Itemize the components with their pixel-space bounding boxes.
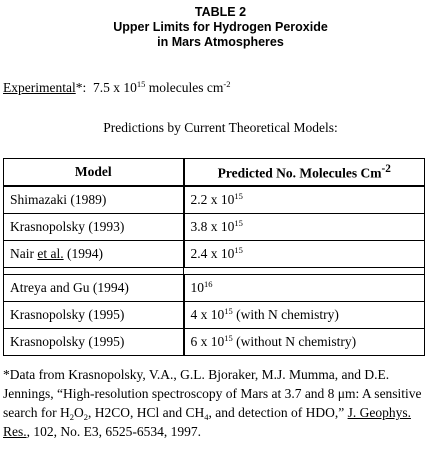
footnote-subscript: 2 xyxy=(69,412,74,422)
table-row xyxy=(4,302,425,329)
footnote-text: , H2CO, HCl and CH xyxy=(87,405,205,420)
experimental-units-exponent: -2 xyxy=(223,79,231,89)
value-cell xyxy=(184,214,425,241)
value-exponent: 16 xyxy=(204,279,213,289)
model-cell: Krasnopolsky (1995) xyxy=(4,329,184,356)
value-cell xyxy=(184,241,425,268)
experimental-value-line xyxy=(3,80,230,96)
value-mantissa: 10 xyxy=(190,280,204,295)
title-line-1: TABLE 2 xyxy=(194,5,247,19)
value-cell xyxy=(184,329,425,356)
footnote-text: , and detection of HDO,” xyxy=(208,405,348,420)
footnote-text: *Data from Krasnopolsky, V.A., G.L. Bjoraker, M.J. Mumma, and D.E. Jennings, “High-resolution spectroscopy of Mars at 3.7 and 8 μm: A sensitive search for H xyxy=(3,367,422,420)
title-line-2: Upper Limits for Hydrogen Peroxide xyxy=(113,20,328,34)
table-spacer-row xyxy=(4,268,425,275)
model-year: (1994) xyxy=(63,246,103,261)
footnote-text: , 102, No. E3, 6525-6534, 1997. xyxy=(26,424,201,439)
experimental-value: 7.5 x 10 xyxy=(93,80,137,95)
value-exponent: 15 xyxy=(224,306,233,316)
table-row xyxy=(4,214,425,241)
value-note: (without N chemistry) xyxy=(232,334,357,349)
header-predicted xyxy=(184,159,425,187)
predictions-table xyxy=(3,158,425,356)
footnote-text: O xyxy=(73,405,84,420)
model-cell: Shimazaki (1989) xyxy=(4,186,184,214)
value-mantissa: 2.4 x 10 xyxy=(190,246,235,261)
model-name: Nair xyxy=(10,246,38,261)
table-row xyxy=(4,186,425,214)
header-predicted-label: Predicted No. Molecules Cm xyxy=(217,165,382,181)
value-mantissa: 6 x 10 xyxy=(190,334,225,349)
model-cell: Atreya and Gu (1994) xyxy=(4,275,184,302)
value-cell xyxy=(184,186,425,214)
experimental-marker: *: xyxy=(75,80,87,95)
value-cell xyxy=(184,302,425,329)
table-row xyxy=(4,275,425,302)
value-mantissa: 2.2 x 10 xyxy=(190,192,235,207)
table-row xyxy=(4,241,425,268)
footnote-subscript: 2 xyxy=(83,412,88,422)
model-cell: Krasnopolsky (1993) xyxy=(4,214,184,241)
value-mantissa: 3.8 x 10 xyxy=(190,219,235,234)
table-row xyxy=(4,329,425,356)
experimental-units: molecules cm xyxy=(148,80,224,95)
value-exponent: 15 xyxy=(234,218,243,228)
et-al-text: et al. xyxy=(37,246,64,261)
footnote xyxy=(3,365,439,441)
value-note: (with N chemistry) xyxy=(232,307,339,322)
value-exponent: 15 xyxy=(224,333,233,343)
header-predicted-exponent: -2 xyxy=(381,162,391,175)
title-line-3: in Mars Atmospheres xyxy=(157,35,284,49)
header-model: Model xyxy=(4,159,184,187)
experimental-exponent: 15 xyxy=(136,79,146,89)
value-exponent: 15 xyxy=(234,245,243,255)
model-cell: Krasnopolsky (1995) xyxy=(4,302,184,329)
value-mantissa: 4 x 10 xyxy=(190,307,225,322)
predictions-heading: Predictions by Current Theoretical Models: xyxy=(103,120,338,135)
model-cell xyxy=(4,241,184,268)
table-title xyxy=(0,5,441,50)
journal-name: J. Geophys. Res. xyxy=(3,405,411,439)
value-cell xyxy=(184,275,425,302)
table-header-row xyxy=(4,159,425,187)
footnote-subscript: 4 xyxy=(204,412,209,422)
value-exponent: 15 xyxy=(234,191,243,201)
experimental-label: Experimental xyxy=(3,80,76,95)
